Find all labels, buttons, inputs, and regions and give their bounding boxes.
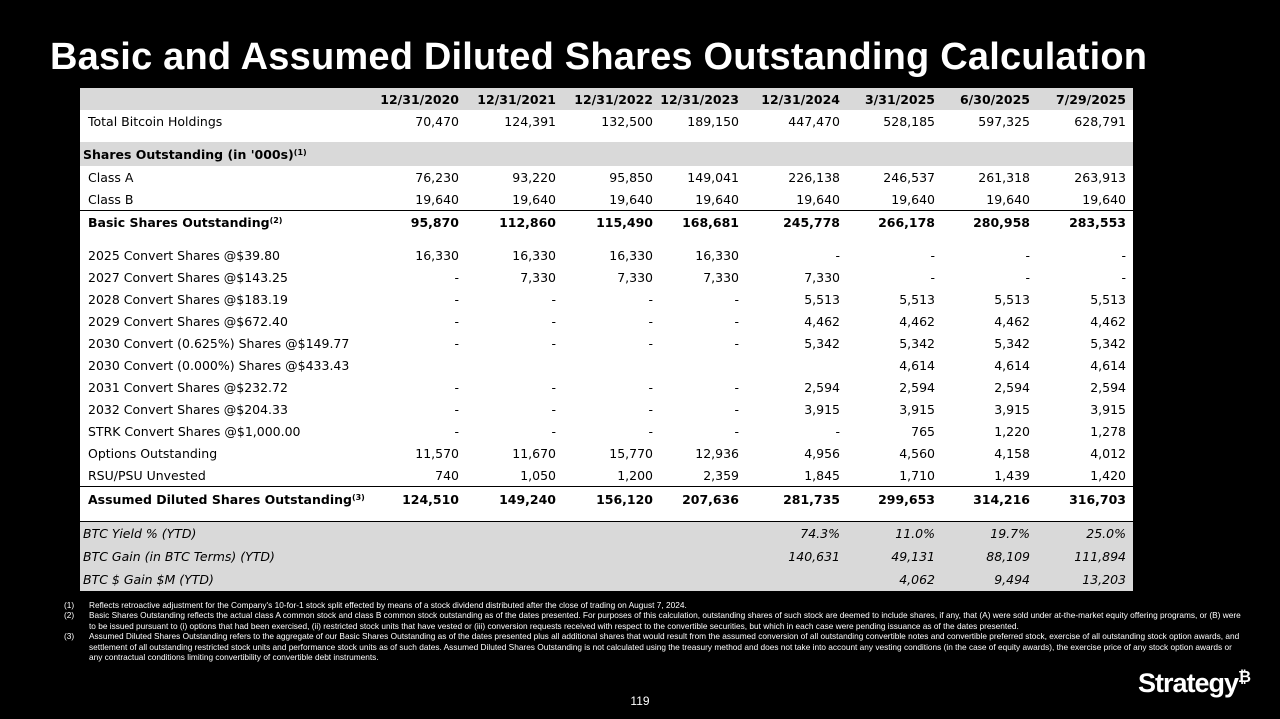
column-header: 3/31/2025 <box>847 88 942 110</box>
btc-metric-row <box>80 522 1133 546</box>
btc-metric-row <box>80 545 1133 568</box>
row-label: STRK Convert Shares @$1,000.00 <box>88 423 301 439</box>
table-cell <box>563 545 660 568</box>
table-cell: - <box>454 379 459 395</box>
table-cell: 261,318 <box>978 169 1030 185</box>
table-cell: - <box>1121 247 1126 263</box>
row-label: Basic Shares Outstanding <box>88 215 270 230</box>
table-cell: 740 <box>435 467 459 483</box>
table-cell: - <box>734 335 739 351</box>
row-label: BTC Gain (in BTC Terms) (YTD) <box>80 545 380 568</box>
table-cell: 1,200 <box>617 467 653 483</box>
dilutive-security-row <box>80 266 1133 288</box>
table-cell: 266,178 <box>847 211 942 235</box>
table-cell: 93,220 <box>512 169 556 185</box>
table-cell: 246,537 <box>883 169 935 185</box>
dilutive-security-row <box>80 332 1133 354</box>
table-cell: 5,342 <box>804 335 840 351</box>
table-cell: 226,138 <box>788 169 840 185</box>
table-cell: 140,631 <box>746 545 847 568</box>
table-cell: 88,109 <box>942 545 1037 568</box>
table-cell: 16,330 <box>609 247 653 263</box>
table-cell: 245,778 <box>746 211 847 235</box>
table-cell: 2,359 <box>703 467 739 483</box>
table-cell: 9,494 <box>942 568 1037 591</box>
row-label: 2028 Convert Shares @$183.19 <box>88 291 288 307</box>
table-cell <box>563 522 660 546</box>
table-cell: - <box>648 335 653 351</box>
table-cell: 283,553 <box>1037 211 1133 235</box>
footnote-text: Reflects retroactive adjustment for the Company's 10-for-1 stock split effected by means of a stock dividend distributed after the close of trading on August 7, 2024. <box>89 600 687 610</box>
table-cell <box>466 354 563 376</box>
table-cell: 597,325 <box>978 113 1030 129</box>
table-cell: - <box>1121 269 1126 285</box>
table-cell: - <box>551 401 556 417</box>
table-cell: 74.3% <box>746 522 847 546</box>
column-header: 12/31/2022 <box>563 88 660 110</box>
dilutive-security-row <box>80 442 1133 464</box>
table-cell: - <box>835 247 840 263</box>
table-cell: 156,120 <box>563 487 660 512</box>
footnote <box>64 631 1244 662</box>
row-label: Class B <box>88 191 134 207</box>
holdings-row <box>80 110 1133 132</box>
table-cell <box>380 545 466 568</box>
table-cell: 765 <box>911 423 935 439</box>
table-cell: 5,342 <box>994 335 1030 351</box>
section-label: Shares Outstanding (in '000s) <box>83 146 294 162</box>
table-cell: 16,330 <box>512 247 556 263</box>
table-cell: 3,915 <box>804 401 840 417</box>
footnote-ref: (3) <box>351 492 365 502</box>
column-header: 7/29/2025 <box>1037 88 1133 110</box>
row-label: 2027 Convert Shares @$143.25 <box>88 269 288 285</box>
header-blank <box>80 88 380 110</box>
table-cell: 168,681 <box>660 211 746 235</box>
table-cell: - <box>551 379 556 395</box>
table-cell: 19,640 <box>986 191 1030 207</box>
table-cell: 25.0% <box>1037 522 1133 546</box>
table-cell: 280,958 <box>942 211 1037 235</box>
table-cell: - <box>454 423 459 439</box>
table-cell <box>746 568 847 591</box>
dilutive-security-row <box>80 420 1133 442</box>
table-cell: 4,462 <box>804 313 840 329</box>
table-cell <box>380 354 466 376</box>
page-title: Basic and Assumed Diluted Shares Outstanding Calculation <box>50 36 1148 78</box>
table-cell: - <box>734 423 739 439</box>
row-label: Options Outstanding <box>88 445 218 461</box>
table-cell: 16,330 <box>695 247 739 263</box>
table-cell: 4,462 <box>994 313 1030 329</box>
table-cell: 1,439 <box>994 467 1030 483</box>
footnote <box>64 610 1244 631</box>
table-cell: 1,278 <box>1090 423 1126 439</box>
table-cell <box>380 522 466 546</box>
table-cell: - <box>835 423 840 439</box>
table-cell: 11,570 <box>415 445 459 461</box>
table-cell <box>746 354 847 376</box>
table-cell: 115,490 <box>563 211 660 235</box>
table-cell: 19,640 <box>695 191 739 207</box>
table-cell <box>660 568 746 591</box>
btc-metric-row <box>80 568 1133 591</box>
table-cell: 19,640 <box>512 191 556 207</box>
table-cell: - <box>734 313 739 329</box>
table-cell: 528,185 <box>883 113 935 129</box>
table-cell: 4,614 <box>994 357 1030 373</box>
table-cell <box>380 568 466 591</box>
dilutive-security-row <box>80 398 1133 420</box>
row-label: 2031 Convert Shares @$232.72 <box>88 379 288 395</box>
dilutive-security-row <box>80 464 1133 487</box>
table-cell: 149,240 <box>466 487 563 512</box>
table-cell: 5,513 <box>1090 291 1126 307</box>
table-cell: 316,703 <box>1037 487 1133 512</box>
table-cell: 4,462 <box>1090 313 1126 329</box>
table-cell: 3,915 <box>899 401 935 417</box>
logo-text: Strategy <box>1138 668 1239 698</box>
footnote-number: (1) <box>64 600 75 610</box>
table-cell: - <box>1025 269 1030 285</box>
share-class-row <box>80 166 1133 188</box>
table-cell: - <box>454 335 459 351</box>
table-cell: 5,513 <box>804 291 840 307</box>
footnote-text: Assumed Diluted Shares Outstanding refers to the aggregate of our Basic Shares Outstanding as of the dates presented plus all additional shares that would result from the assumed conversion of all outstanding convertible notes and convertible preferred stock, exercise of all outstanding stock option awards, and settlement of all outstanding restricted stock units and performance stock units as of such dates. Assumed Diluted Shares Outstanding is not calculated using the treasury method and does not take into account any vesting conditions (in the case of equity awards), the exercise price of any stock option awards or any contractual conditions limiting convertibility of convertible debt instruments. <box>89 631 1240 663</box>
table-cell: - <box>551 335 556 351</box>
table-cell: 124,510 <box>380 487 466 512</box>
table-cell <box>466 522 563 546</box>
header-row <box>80 88 1133 110</box>
table-cell: 19,640 <box>609 191 653 207</box>
row-label: 2032 Convert Shares @$204.33 <box>88 401 288 417</box>
table-cell: 1,420 <box>1090 467 1126 483</box>
table-cell <box>563 568 660 591</box>
table-cell: - <box>734 291 739 307</box>
table-cell: 4,012 <box>1090 445 1126 461</box>
table-cell: 1,050 <box>520 467 556 483</box>
table-cell: 628,791 <box>1074 113 1126 129</box>
footnotes <box>64 600 1244 662</box>
table-cell <box>563 354 660 376</box>
table-cell: - <box>648 401 653 417</box>
row-label: RSU/PSU Unvested <box>88 467 206 483</box>
table-cell: - <box>454 291 459 307</box>
table-cell: 207,636 <box>660 487 746 512</box>
table-cell <box>660 522 746 546</box>
table-cell: 7,330 <box>703 269 739 285</box>
footnote-number: (3) <box>64 631 75 642</box>
table-cell: 4,614 <box>899 357 935 373</box>
table-cell <box>660 354 746 376</box>
table-cell: 95,850 <box>609 169 653 185</box>
table-cell: 5,513 <box>994 291 1030 307</box>
table-cell: 95,870 <box>380 211 466 235</box>
table-cell: 4,062 <box>847 568 942 591</box>
dilutive-security-row <box>80 288 1133 310</box>
table-cell: 4,614 <box>1090 357 1126 373</box>
table-cell: - <box>551 291 556 307</box>
row-label: Assumed Diluted Shares Outstanding <box>88 491 352 507</box>
dilutive-security-row <box>80 376 1133 398</box>
table-cell: 3,915 <box>994 401 1030 417</box>
row-label: BTC $ Gain $M (YTD) <box>80 568 380 591</box>
table-cell: - <box>551 423 556 439</box>
row-label: 2029 Convert Shares @$672.40 <box>88 313 288 329</box>
table-cell: 124,391 <box>504 113 556 129</box>
table-cell: 4,462 <box>899 313 935 329</box>
footnote-ref: (1) <box>293 147 307 157</box>
table-cell: - <box>734 401 739 417</box>
table-cell <box>466 545 563 568</box>
table-cell: - <box>454 313 459 329</box>
table-cell: 1,220 <box>994 423 1030 439</box>
table-cell: 19,640 <box>1082 191 1126 207</box>
table-cell: 49,131 <box>847 545 942 568</box>
table-cell: 111,894 <box>1037 545 1133 568</box>
row-label: 2030 Convert (0.000%) Shares @$433.43 <box>88 357 350 373</box>
footnote <box>64 600 1244 610</box>
table-cell: 7,330 <box>520 269 556 285</box>
table-cell: 3,915 <box>1090 401 1126 417</box>
bitcoin-icon: ₿ <box>1238 669 1252 686</box>
table-cell: 19,640 <box>796 191 840 207</box>
table-cell: 4,956 <box>804 445 840 461</box>
column-header: 12/31/2020 <box>380 88 466 110</box>
page-number: 119 <box>630 694 650 708</box>
table-cell: 5,513 <box>899 291 935 307</box>
table-cell: 16,330 <box>415 247 459 263</box>
shares-table <box>80 88 1133 591</box>
strategy-logo <box>1138 668 1251 699</box>
table-cell: 13,203 <box>1037 568 1133 591</box>
row-label: 2030 Convert (0.625%) Shares @$149.77 <box>88 335 350 351</box>
table-cell: 11.0% <box>847 522 942 546</box>
table-cell: 2,594 <box>1090 379 1126 395</box>
table-cell: 5,342 <box>899 335 935 351</box>
table-cell: 314,216 <box>942 487 1037 512</box>
table-cell: 15,770 <box>609 445 653 461</box>
table-cell: 5,342 <box>1090 335 1126 351</box>
column-header: 12/31/2023 <box>660 88 746 110</box>
table-cell: 1,710 <box>899 467 935 483</box>
share-class-row <box>80 188 1133 211</box>
table-cell <box>660 545 746 568</box>
table-cell: 4,560 <box>899 445 935 461</box>
row-label: Total Bitcoin Holdings <box>88 113 223 129</box>
table-cell: 112,860 <box>466 211 563 235</box>
table-cell: 19,640 <box>891 191 935 207</box>
table-cell: - <box>454 401 459 417</box>
table-cell: 7,330 <box>804 269 840 285</box>
table-cell: 4,158 <box>994 445 1030 461</box>
table-cell: 263,913 <box>1074 169 1126 185</box>
table-cell: 70,470 <box>415 113 459 129</box>
row-label: Class A <box>88 169 134 185</box>
table-cell: - <box>930 247 935 263</box>
table-cell: - <box>734 379 739 395</box>
table-cell: - <box>454 269 459 285</box>
table-cell: 19.7% <box>942 522 1037 546</box>
dilutive-security-row <box>80 310 1133 332</box>
table-cell: - <box>551 313 556 329</box>
table-cell <box>466 568 563 591</box>
basic-shares-row <box>80 211 1133 235</box>
dilutive-security-row <box>80 244 1133 266</box>
table-cell: - <box>1025 247 1030 263</box>
table-cell: 2,594 <box>994 379 1030 395</box>
table-cell: - <box>930 269 935 285</box>
column-header: 12/31/2024 <box>746 88 847 110</box>
table-cell: 1,845 <box>804 467 840 483</box>
table-cell: 189,150 <box>687 113 739 129</box>
table-cell: 447,470 <box>788 113 840 129</box>
table-cell: - <box>648 313 653 329</box>
table-cell: - <box>648 379 653 395</box>
table-cell: - <box>648 423 653 439</box>
shares-section-header <box>80 142 1133 166</box>
column-header: 6/30/2025 <box>942 88 1037 110</box>
table-cell: 132,500 <box>601 113 653 129</box>
table-cell: 11,670 <box>512 445 556 461</box>
row-label: 2025 Convert Shares @$39.80 <box>88 247 280 263</box>
table-cell: - <box>648 291 653 307</box>
footnote-number: (2) <box>64 610 75 621</box>
table-cell: 76,230 <box>415 169 459 185</box>
column-header: 12/31/2021 <box>466 88 563 110</box>
table-cell: 281,735 <box>746 487 847 512</box>
row-label: BTC Yield % (YTD) <box>80 522 380 546</box>
table-cell: 299,653 <box>847 487 942 512</box>
dilutive-security-row <box>80 354 1133 376</box>
diluted-shares-row <box>80 487 1133 512</box>
footnote-ref: (2) <box>269 216 283 225</box>
table-cell: 2,594 <box>804 379 840 395</box>
table-cell: 12,936 <box>695 445 739 461</box>
table-cell: 19,640 <box>415 191 459 207</box>
footnote-text: Basic Shares Outstanding reflects the actual class A common stock and class B common stock outstanding as of the dates presented. For purposes of this calculation, outstanding shares of such stock are deemed to include shares, if any, that (A) were sold under at-the-market equity offering programs, or (B) were to be issued pursuant to (i) options that had been exercised, (ii) restricted stock units that have vested or (iii) conversion requests received with respect to the convertible securities, but which in each case were pending issuance as of the dates presented. <box>89 610 1241 631</box>
table-cell: 7,330 <box>617 269 653 285</box>
table-cell: 149,041 <box>687 169 739 185</box>
table-cell: 2,594 <box>899 379 935 395</box>
